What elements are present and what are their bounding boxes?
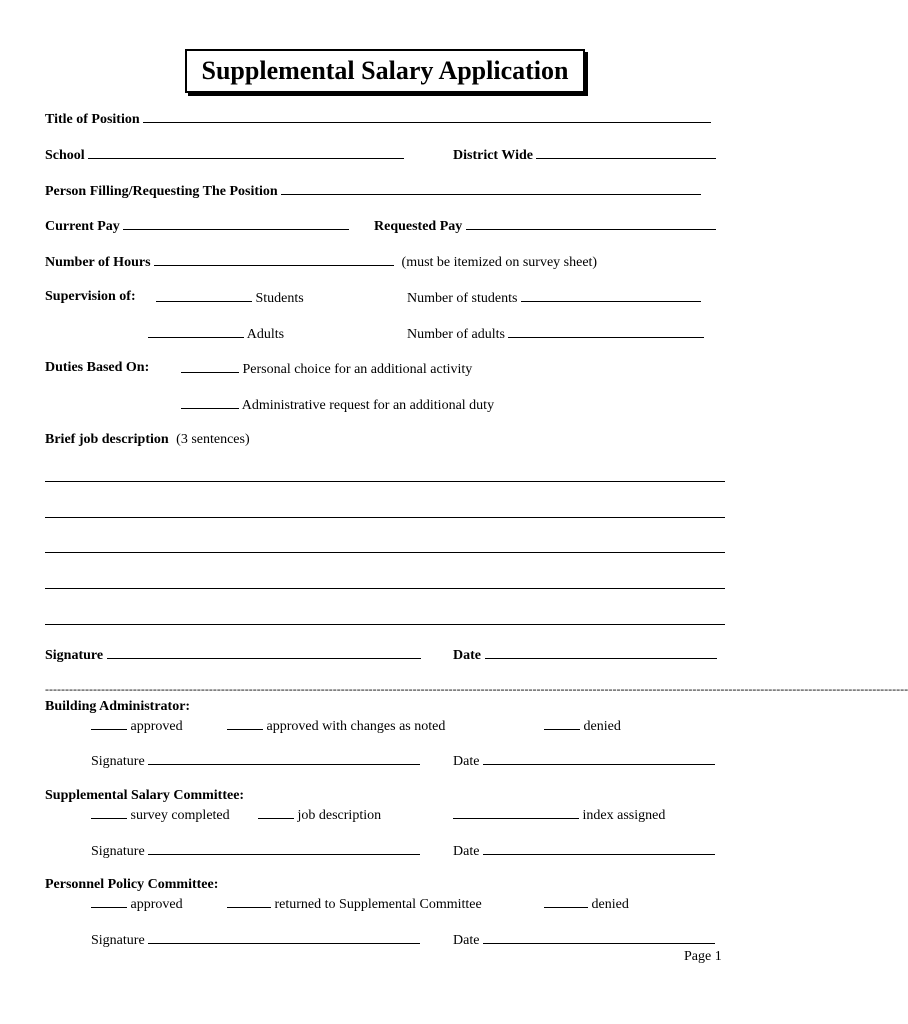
- requested-pay-field[interactable]: [466, 217, 716, 230]
- requested-pay-label: Requested Pay: [374, 217, 716, 235]
- number-of-hours-field[interactable]: [154, 253, 394, 266]
- title-of-position-field[interactable]: [143, 110, 711, 123]
- policy-committee-approved-field[interactable]: [91, 895, 127, 908]
- building-admin-denied: denied: [544, 717, 621, 735]
- district-wide-field[interactable]: [536, 146, 716, 159]
- building-admin-signature-field[interactable]: [148, 752, 420, 765]
- salary-committee-signature: Signature: [91, 842, 420, 860]
- students-field[interactable]: [156, 289, 252, 302]
- building-admin-date: Date: [453, 752, 715, 770]
- supervision-label: Supervision of:: [45, 289, 136, 304]
- policy-committee-returned: returned to Supplemental Committee: [227, 895, 482, 913]
- building-admin-signature: Signature: [91, 752, 420, 770]
- building-admin-approved-changes-field[interactable]: [227, 717, 263, 730]
- adults-field[interactable]: [148, 325, 244, 338]
- job-description-line-2[interactable]: [45, 517, 725, 518]
- salary-committee-survey: survey completed: [91, 806, 230, 824]
- separator-line: ------------------------------------------------------------------------------------------------------------------------------------------------------------------------------------------------------------------------: [45, 682, 908, 696]
- job-description-line-3[interactable]: [45, 552, 725, 553]
- salary-committee-job-description: job description: [258, 806, 381, 824]
- building-admin-denied-field[interactable]: [544, 717, 580, 730]
- hours-note: (must be itemized on survey sheet): [401, 255, 598, 270]
- policy-committee-date-field[interactable]: [483, 931, 715, 944]
- person-filling-label: Person Filling/Requesting The Position: [45, 182, 701, 200]
- applicant-signature-field[interactable]: [107, 646, 421, 659]
- applicant-date-field[interactable]: [485, 646, 717, 659]
- policy-committee-signature: Signature: [91, 931, 420, 949]
- number-of-adults-field[interactable]: [508, 325, 704, 338]
- form-title: Supplemental Salary Application: [185, 49, 585, 93]
- current-pay-label: Current Pay: [45, 217, 349, 235]
- survey-completed-field[interactable]: [91, 806, 127, 819]
- policy-committee-heading: Personnel Policy Committee:: [45, 877, 219, 892]
- job-description-line-5[interactable]: [45, 624, 725, 625]
- number-of-hours-label: Number of Hours (must be itemized on survey sheet): [45, 255, 598, 270]
- salary-committee-date: Date: [453, 842, 715, 860]
- building-admin-heading: Building Administrator:: [45, 699, 191, 714]
- school-label: School: [45, 146, 404, 164]
- personal-choice-field[interactable]: [181, 360, 239, 373]
- policy-committee-denied: denied: [544, 895, 629, 913]
- administrative-request-field[interactable]: [181, 396, 239, 409]
- duties-label: Duties Based On:: [45, 360, 150, 375]
- applicant-signature-label: Signature: [45, 646, 421, 664]
- number-of-adults-label: Number of adults: [407, 325, 704, 343]
- job-description-label: Brief job description (3 sentences): [45, 432, 250, 447]
- current-pay-field[interactable]: [123, 217, 349, 230]
- salary-committee-index: index assigned: [453, 806, 665, 824]
- building-admin-date-field[interactable]: [483, 752, 715, 765]
- personal-choice-row: Personal choice for an additional activity: [181, 360, 472, 378]
- salary-committee-signature-field[interactable]: [148, 842, 420, 855]
- page-number: Page 1: [684, 949, 722, 964]
- policy-committee-returned-field[interactable]: [227, 895, 271, 908]
- policy-committee-signature-field[interactable]: [148, 931, 420, 944]
- person-filling-field[interactable]: [281, 182, 701, 195]
- number-of-students-field[interactable]: [521, 289, 701, 302]
- job-description-check-field[interactable]: [258, 806, 294, 819]
- students-row: Students: [156, 289, 304, 307]
- building-admin-approved-changes: approved with changes as noted: [227, 717, 445, 735]
- salary-committee-date-field[interactable]: [483, 842, 715, 855]
- building-admin-approved: approved: [91, 717, 183, 735]
- district-wide-label: District Wide: [453, 146, 716, 164]
- index-assigned-field[interactable]: [453, 806, 579, 819]
- building-admin-approved-field[interactable]: [91, 717, 127, 730]
- policy-committee-approved: approved: [91, 895, 183, 913]
- number-of-students-label: Number of students: [407, 289, 701, 307]
- job-description-line-1[interactable]: [45, 481, 725, 482]
- policy-committee-date: Date: [453, 931, 715, 949]
- administrative-request-row: Administrative request for an additional duty: [181, 396, 494, 414]
- school-field[interactable]: [88, 146, 404, 159]
- job-description-line-4[interactable]: [45, 588, 725, 589]
- policy-committee-denied-field[interactable]: [544, 895, 588, 908]
- salary-committee-heading: Supplemental Salary Committee:: [45, 788, 245, 803]
- title-of-position-label: Title of Position: [45, 110, 711, 128]
- adults-row: Adults: [148, 325, 284, 343]
- applicant-date-label: Date: [453, 646, 717, 664]
